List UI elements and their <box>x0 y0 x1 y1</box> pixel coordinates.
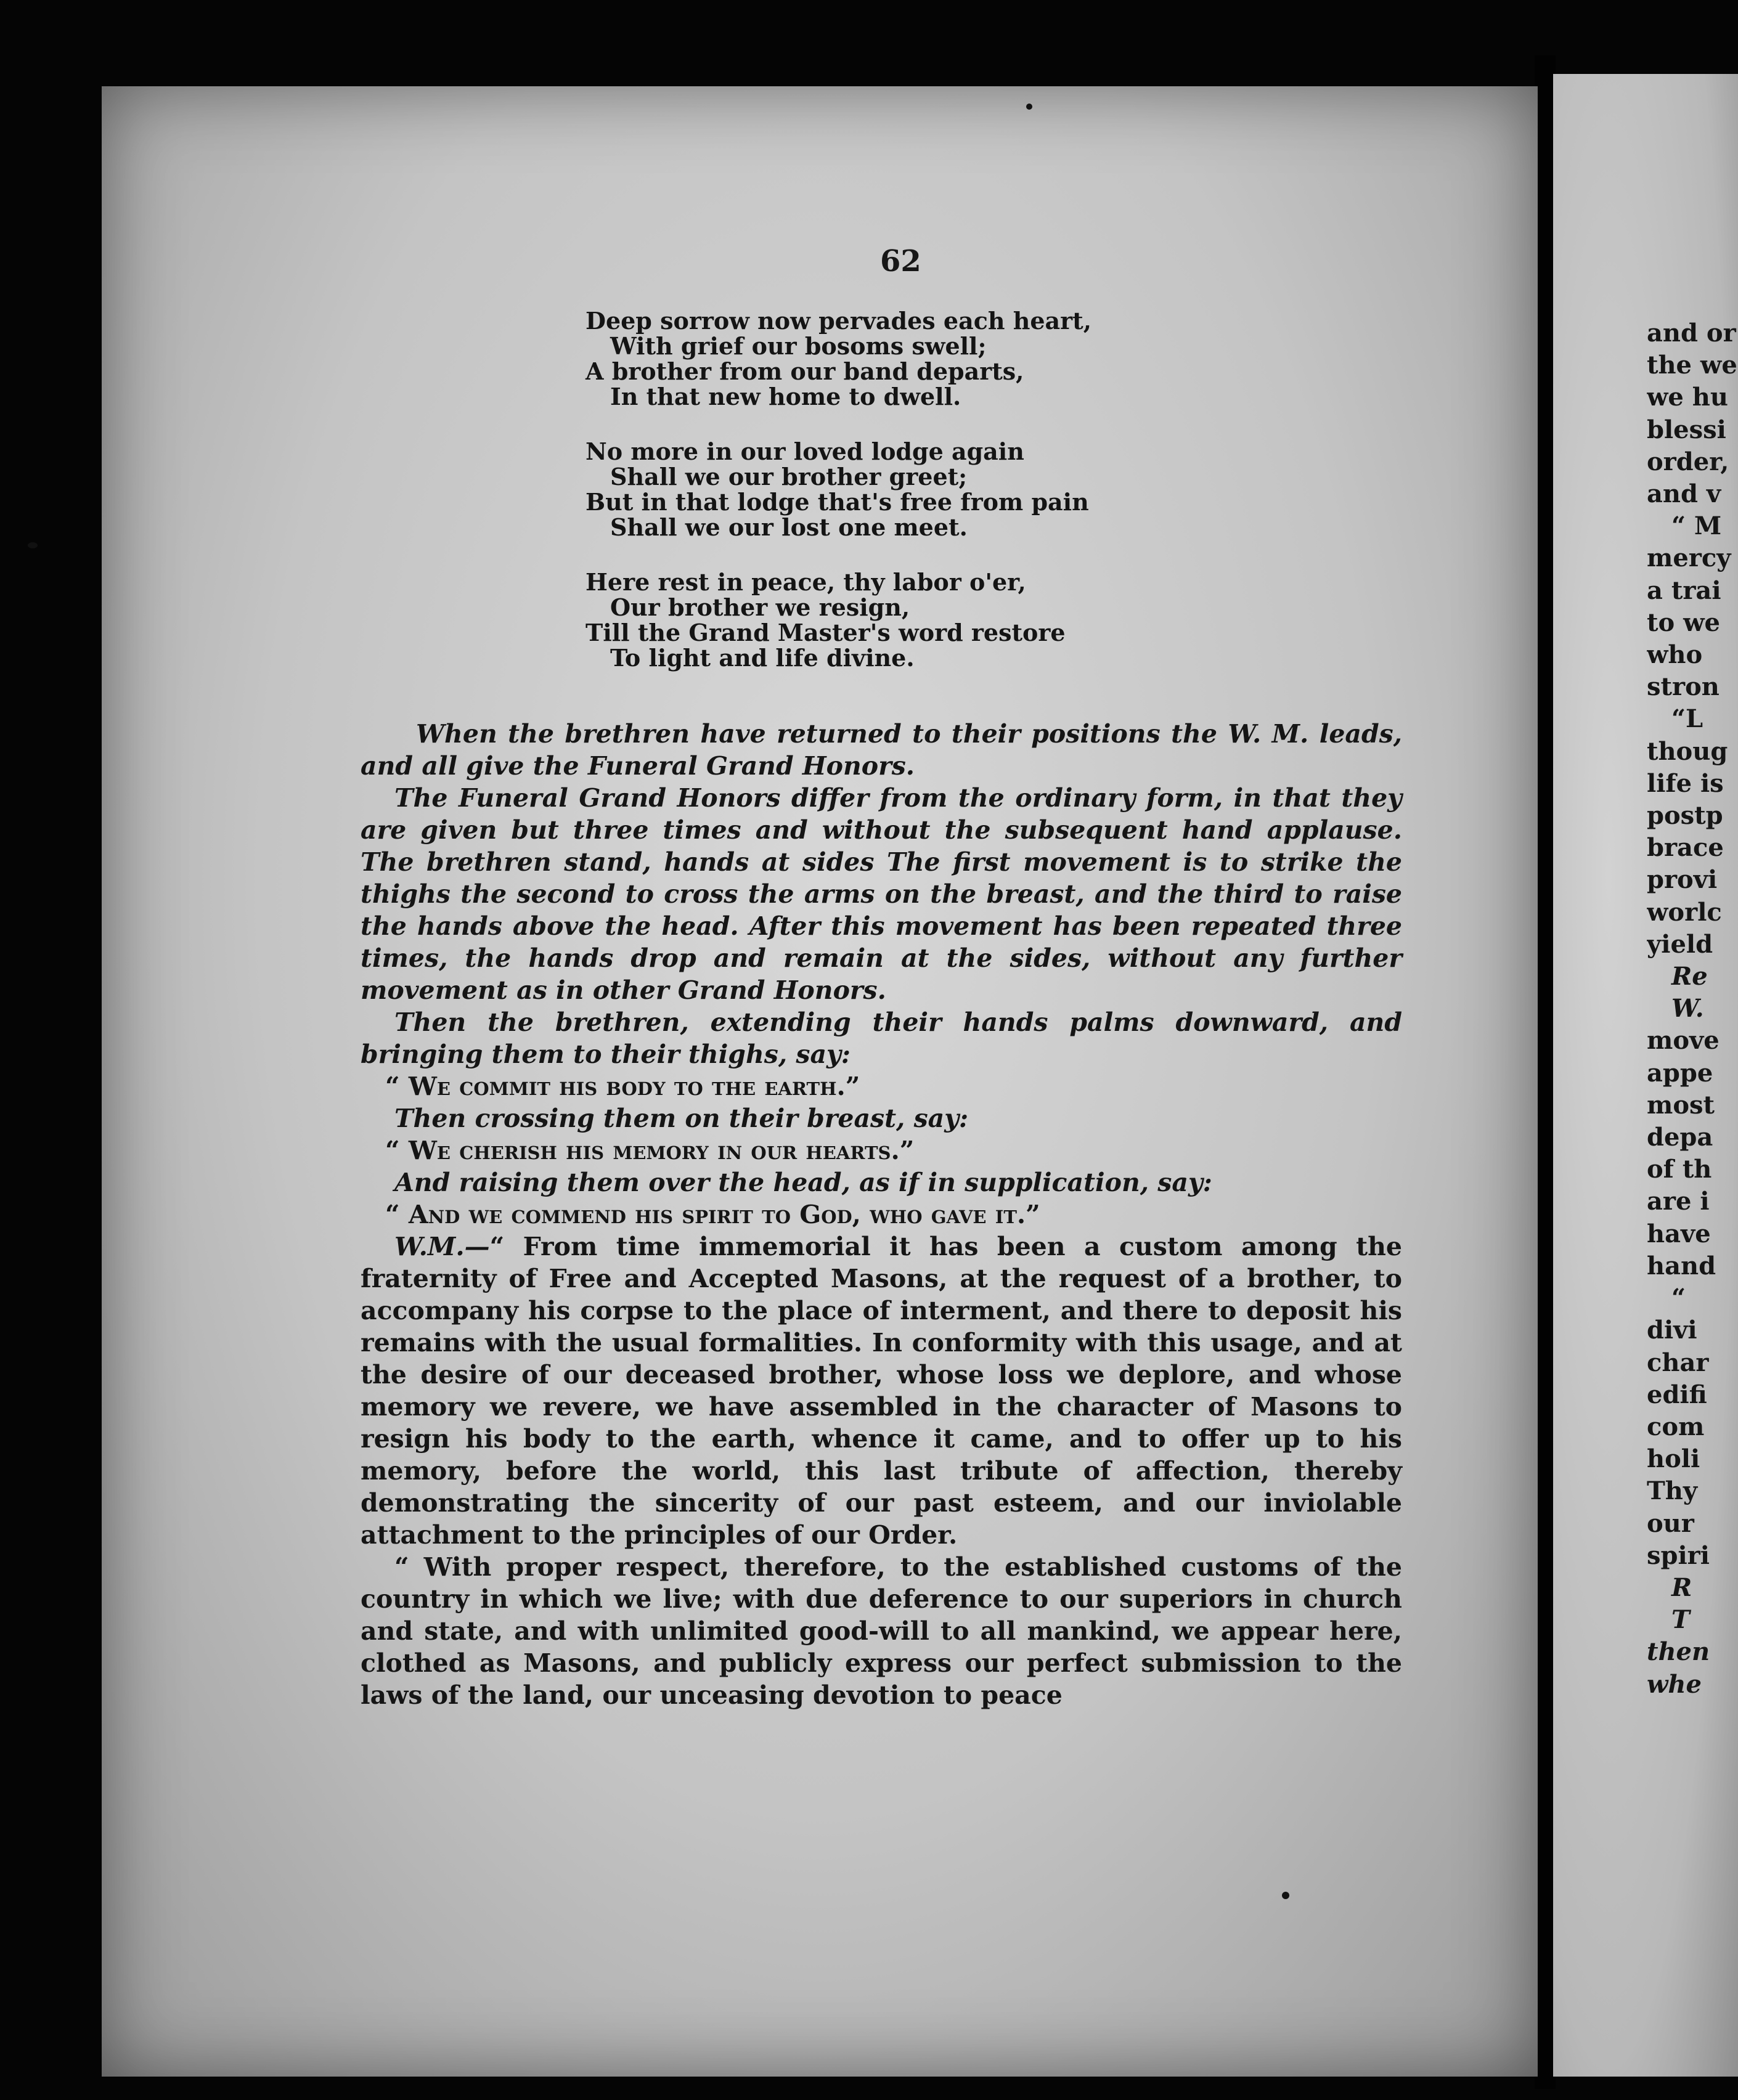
poem <box>585 308 1091 700</box>
poem-line: With grief our bosoms swell; <box>610 332 987 360</box>
facing-line: and v <box>1647 479 1721 509</box>
poem-line: In that new home to dwell. <box>610 383 961 410</box>
facing-line: are i <box>1647 1187 1710 1216</box>
facing-line: holi <box>1647 1444 1700 1474</box>
poem-line: Till the Grand Master's word restore <box>585 619 1066 646</box>
facing-line: appe <box>1647 1058 1713 1088</box>
facing-line: postp <box>1647 801 1723 831</box>
facing-line: com <box>1647 1412 1705 1441</box>
address-text: “ From time immemorial it has been a custom among the fraternity of Free and Accepted Masons, at the request of a brother, to accompany his corpse to the place of interment, and there to deposit his remains with the usual formalities. In conformity with this usage, and at the desire of our deceased brother, whose loss we deplore, and whose memory we revere, we have assembled in the character of Masons to resign his body to the earth, whence it came, and to offer up to his memory, before the world, this last tribute of affection, thereby demonstrating the sincerity of our past esteem, and our inviolable attachment to the principles of our Order. <box>361 1232 1402 1550</box>
facing-line: yield <box>1647 929 1713 959</box>
facing-line: worlc <box>1647 897 1722 927</box>
facing-line: to we <box>1647 608 1720 637</box>
poem-line: Our brother we resign, <box>610 593 910 621</box>
poem-line: But in that lodge that's free from pain <box>585 488 1089 516</box>
address-paragraph: “ With proper respect, therefore, to the established customs of the country in which we live; with due deference to our superiors in church and state, and with unlimited good-will to all mankind, we appear here, clothed as Masons, and publicly express our perfect submission to the laws of the land, our unceasing devotion to peace <box>361 1552 1402 1710</box>
facing-line: then <box>1647 1637 1710 1667</box>
facing-line: life is <box>1647 768 1724 798</box>
speaker-label: W.M.— <box>394 1232 490 1261</box>
facing-line: spiri <box>1647 1540 1710 1570</box>
facing-line: stron <box>1647 672 1720 702</box>
facing-line: W. <box>1671 994 1704 1024</box>
facing-line: mercy <box>1647 543 1731 573</box>
facing-line: have <box>1647 1219 1711 1248</box>
response-line: “ We cherish his memory in our hearts.” <box>385 1136 915 1165</box>
facing-line: “L <box>1671 704 1703 734</box>
poem-line: Shall we our brother greet; <box>610 463 968 490</box>
poem-line: Shall we our lost one meet. <box>610 513 968 541</box>
poem-stanza <box>585 439 1091 540</box>
facing-line: and or <box>1647 319 1736 348</box>
poem-line: A brother from our band departs, <box>585 357 1024 385</box>
ink-speck <box>1026 104 1032 110</box>
rubric-paragraph: Then crossing them on their breast, say: <box>394 1104 969 1133</box>
facing-line: the we <box>1647 351 1737 380</box>
body-text <box>361 718 1402 1711</box>
facing-line: T <box>1671 1605 1690 1635</box>
rubric-paragraph: And raising them over the head, as if in supplication, say: <box>394 1168 1212 1197</box>
rubric-paragraph: The Funeral Grand Honors differ from the ordinary form, in that they are given but three times and without the subsequent hand applause. The brethren stand, hands at sides The first movement is to strike the thighs the second to cross the arms on the breast, and the third to raise the hands above the head. After this movement has been repeated three times, the hands drop and remain at the sides, without any further movement as in other Grand Honors. <box>361 783 1402 1005</box>
facing-line: move <box>1647 1026 1720 1056</box>
poem-line: Deep sorrow now pervades each heart, <box>585 307 1091 335</box>
facing-line: char <box>1647 1348 1709 1377</box>
poem-line: To light and life divine. <box>610 644 915 672</box>
facing-line: brace <box>1647 833 1724 863</box>
facing-line: our <box>1647 1508 1694 1538</box>
address-paragraph <box>361 1231 1402 1551</box>
facing-line: depa <box>1647 1123 1713 1152</box>
rubric-paragraph: When the brethren have returned to their positions the W. M. leads, and all give the Funeral Grand Honors. <box>361 719 1402 781</box>
facing-line: we hu <box>1647 383 1728 412</box>
ink-speck <box>28 542 38 548</box>
facing-line: hand <box>1647 1251 1716 1280</box>
facing-line: R <box>1671 1573 1692 1602</box>
facing-line: order, <box>1647 447 1729 476</box>
facing-line: thoug <box>1647 736 1728 766</box>
response-line: “ And we commend his spirit to God, who gave it.” <box>385 1200 1040 1229</box>
poem-line: Here rest in peace, thy labor o'er, <box>585 568 1026 596</box>
page-number: 62 <box>880 244 921 279</box>
facing-line: divi <box>1647 1316 1697 1345</box>
facing-line: “ M <box>1671 511 1722 541</box>
facing-line: who <box>1647 640 1703 670</box>
facing-line: Re <box>1671 962 1708 991</box>
facing-line: blessi <box>1647 415 1726 444</box>
facing-line: “ <box>1671 1284 1686 1313</box>
poem-line: No more in our loved lodge again <box>585 437 1024 465</box>
response-line: “ We commit his body to the earth.” <box>385 1072 860 1101</box>
facing-line: of th <box>1647 1155 1712 1184</box>
facing-line: edifi <box>1647 1380 1707 1409</box>
facing-line: Thy <box>1647 1476 1698 1506</box>
book-gutter <box>1535 55 1556 2089</box>
facing-page-text <box>1647 317 1738 1701</box>
poem-stanza <box>585 569 1091 670</box>
ink-speck <box>1282 1892 1289 1899</box>
rubric-paragraph: Then the brethren, extending their hands palms downward, and bringing them to their thighs, say: <box>361 1007 1402 1069</box>
facing-line: provi <box>1647 865 1718 895</box>
poem-stanza <box>585 308 1091 409</box>
facing-line: a trai <box>1647 576 1721 605</box>
facing-line: whe <box>1647 1669 1702 1699</box>
facing-line: most <box>1647 1090 1715 1120</box>
